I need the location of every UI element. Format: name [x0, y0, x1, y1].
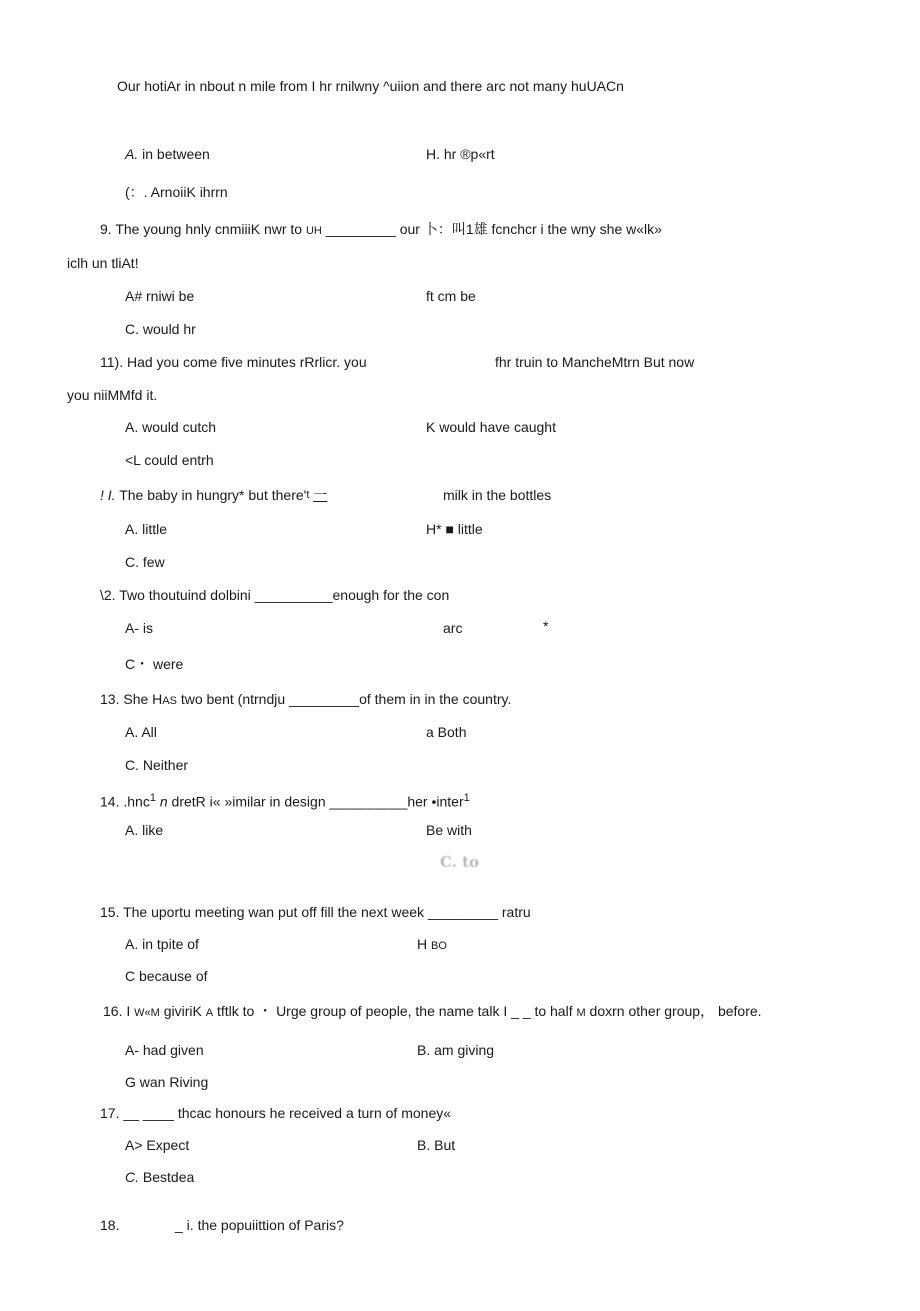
option-b: a Both — [426, 724, 467, 740]
question-text: The baby in hungry* but there' — [119, 487, 307, 503]
option-c: C. Neither — [125, 757, 189, 773]
answer-blank: 一 — [313, 487, 328, 503]
question-text: our 卜：叫1雄 fcnchcr i the wny she w«lk» — [399, 221, 662, 237]
option-a: A. little — [125, 521, 168, 537]
option-c: (：. ArnoiiK ihrrn — [125, 184, 228, 200]
question-10-part2: fhr truin to MancheMtrn But now — [495, 354, 695, 370]
question-9 — [100, 220, 662, 240]
option-b: H* ■ little — [426, 521, 483, 537]
question-14 — [100, 789, 470, 811]
option-letter: H — [417, 936, 428, 952]
option-c: G wan Riving — [125, 1074, 209, 1090]
question-number: ! I. — [100, 487, 116, 503]
passage-line: Our hotiAr in nbout n mile from I hr rnilwny ^uiion and there arc not many huUACn — [117, 78, 624, 94]
option-c — [125, 1168, 194, 1186]
question-11-part2: milk in the bottles — [443, 487, 552, 503]
question-12: \2. Two thoutuind dolbini __________enough for the con — [100, 587, 450, 603]
option-c: C. few — [125, 554, 165, 570]
question-text: 14. .hnc — [100, 793, 150, 810]
option-b: B. But — [417, 1137, 456, 1153]
option-letter: C. — [125, 1169, 139, 1185]
question-text: dretR i« »imilar in design __________her •inter — [167, 793, 464, 810]
option-a: A. in tpite of — [125, 936, 199, 952]
question-text: UH — [305, 225, 322, 237]
asterisk-mark: * — [543, 618, 549, 634]
option-text: in between — [142, 146, 210, 162]
option-c: <L could entrh — [125, 452, 214, 468]
option-b: Be with — [426, 822, 472, 838]
option-b: H. hr ®p«rt — [426, 146, 495, 162]
option-a: A> Expect — [125, 1137, 190, 1153]
option-a: A. All — [125, 724, 157, 740]
question-18: _ i. the popuiittion of Paris? — [175, 1217, 344, 1233]
question-10: 11). Had you come five minutes rRrlicr. you — [100, 354, 367, 370]
question-text: 16. I — [103, 1003, 135, 1019]
option-a — [125, 145, 210, 163]
option-a: A- is — [125, 620, 153, 636]
option-a: A. would cutch — [125, 419, 217, 435]
question-text: M — [576, 1007, 586, 1019]
option-text: BO — [431, 940, 447, 952]
question-16 — [103, 1002, 762, 1022]
option-b — [417, 935, 447, 955]
question-text: A — [205, 1007, 214, 1019]
question-text: doxrn other group， before. — [585, 1003, 762, 1019]
option-a: A. like — [125, 822, 164, 838]
question-18-number: 18. — [100, 1217, 120, 1233]
question-text: tftlk to ・ Urge group of people, the name talk I _ _ to half — [213, 1003, 577, 1019]
question-17: 17. __ ____ thcac honours he received a turn of money« — [100, 1105, 452, 1121]
question-text: W«M — [134, 1007, 160, 1019]
option-b: arc — [443, 620, 463, 636]
option-c: C because of — [125, 968, 208, 984]
answer-blank: _________ — [325, 221, 396, 237]
option-b: K would have caught — [426, 419, 556, 435]
superscript-mark: 1 — [463, 792, 470, 804]
option-a: A- had given — [125, 1042, 204, 1058]
question-text: 13. She H — [100, 691, 163, 707]
question-text: AS — [162, 695, 177, 707]
superscript-mark: 1 — [149, 792, 156, 804]
question-text: t — [306, 489, 310, 501]
option-c: C・ were — [125, 656, 184, 672]
option-letter: A. — [125, 146, 139, 162]
question-text: n — [155, 793, 168, 810]
option-a: A# rniwi be — [125, 288, 195, 304]
question-text: two bent (ntrndju _________of them in in the country. — [176, 691, 512, 707]
question-11 — [100, 486, 327, 504]
question-text: giviriK — [159, 1003, 206, 1019]
option-text: Bestdea — [139, 1169, 195, 1185]
option-b: ft cm be — [426, 288, 476, 304]
option-c: C. to — [440, 853, 480, 871]
question-13 — [100, 690, 511, 710]
option-b: B. am giving — [417, 1042, 495, 1058]
question-10-continued: you niiMMfd it. — [67, 387, 158, 403]
question-9-continued: iclh un tliAt! — [67, 255, 139, 271]
option-c: C. would hr — [125, 321, 196, 337]
question-text: 9. The young hnly cnmiiiK nwr to — [100, 221, 303, 237]
question-15: 15. The uportu meeting wan put off fill the next week _________ ratru — [100, 904, 531, 920]
